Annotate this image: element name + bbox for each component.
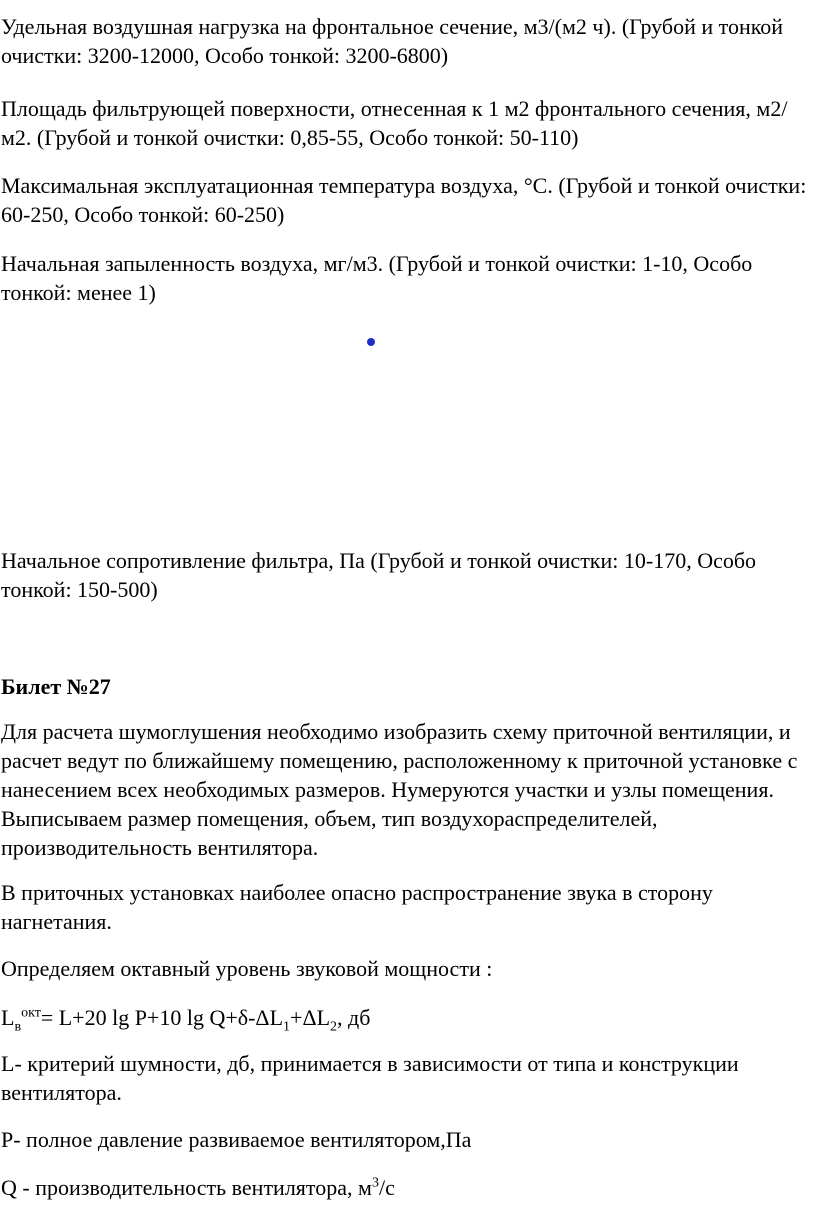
definition-P: P- полное давление развиваемое вентилятором,Па	[1, 1127, 472, 1152]
ticket-intro-paragraph: Для расчета шумоглушения необходимо изобразить схему приточной вентиляции, и расчет ведут по ближайшему помещению, расположенному к приточной установке с нанесением всех необходимых размеров. Нумеруются участки и узлы помещения. Выписываем размер помещения, объем, тип воздухораспределителей, производительность вентилятора.	[1, 719, 798, 860]
ticket-danger-paragraph: В приточных установках наиболее опасно распространение звука в сторону нагнетания.	[1, 880, 713, 934]
param-filter-area: Площадь фильтрующей поверхности, отнесенная к 1 м2 фронтального сечения, м2/м2. (Грубой и тонкой очистки: 0,85-55, Особо тонкой: 50-110)	[1, 96, 788, 150]
param-initial-dust: Начальная запыленность воздуха, мг/м3. (Грубой и тонкой очистки: 1-10, Особо тонкой: менее 1)	[1, 251, 753, 305]
param-initial-resistance: Начальное сопротивление фильтра, Па (Грубой и тонкой очистки: 10-170, Особо тонкой: 150-500)	[1, 548, 757, 602]
formula-body-2: +ΔL	[290, 1005, 331, 1030]
formula-sub-1: 1	[283, 1019, 291, 1035]
ticket-heading: Билет №27	[1, 674, 111, 699]
param-max-temperature: Максимальная эксплуатационная температура воздуха, °С. (Грубой и тонкой очистки: 60-250, Особо тонкой: 60-250)	[1, 173, 807, 227]
formula-body-1: = L+20 lg P+10 lg Q+δ-ΔL	[40, 1005, 284, 1030]
formula-sup-okt: окт	[21, 1005, 41, 1021]
param-air-load: Удельная воздушная нагрузка на фронтальное сечение, м3/(м2 ч). (Грубой и тонкой очистки: 3200-12000, Особо тонкой: 3200-6800)	[1, 14, 784, 68]
bullet-dot	[367, 338, 375, 346]
formula-sub-2: 2	[330, 1019, 338, 1035]
formula-base: L	[1, 1005, 15, 1030]
definition-Q-sup: 3	[371, 1175, 379, 1191]
sound-power-formula	[1, 1003, 813, 1035]
formula-tail: , дб	[337, 1005, 371, 1030]
formula-sub-v: в	[14, 1019, 22, 1035]
ticket-define-paragraph: Определяем октавный уровень звуковой мощности :	[1, 956, 493, 981]
definition-L: L- критерий шумности, дб, принимается в зависимости от типа и конструкции вентилятора.	[1, 1051, 739, 1105]
definition-Q	[1, 1173, 813, 1202]
definition-Q-tail: /с	[378, 1175, 395, 1200]
definition-Q-text: Q - производительность вентилятора, м	[1, 1175, 372, 1200]
